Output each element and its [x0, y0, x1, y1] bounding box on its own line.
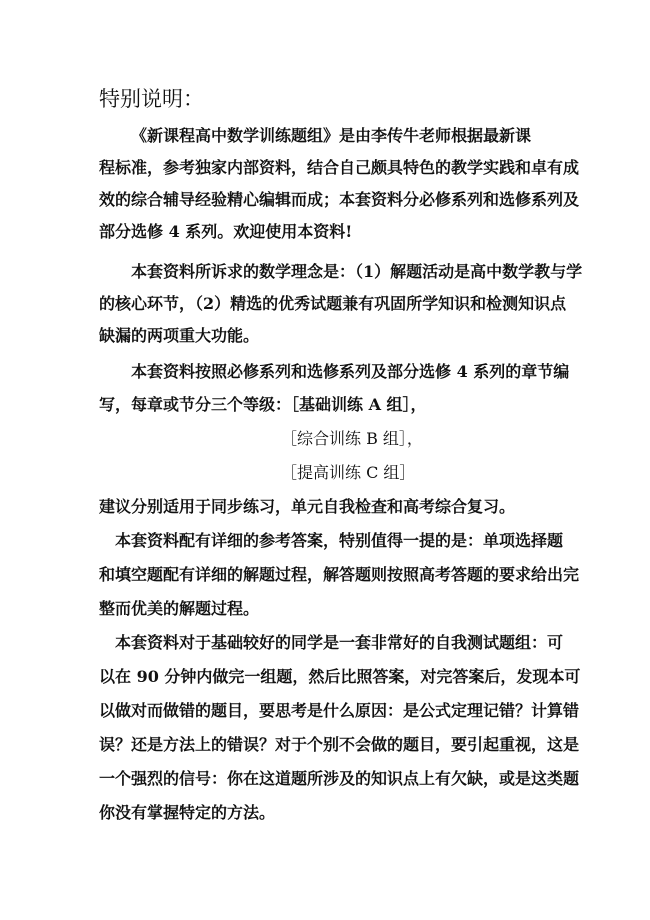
section-heading: 特别说明：	[99, 87, 204, 111]
paragraph-1-line-2: 程标准，参考独家内部资料，结合自己颇具特色的教学实践和卓有成	[99, 158, 580, 177]
paragraph-5-line-6: 你没有掌握特定的方法。	[99, 803, 276, 822]
paragraph-2-line-1: 本套资料所诉求的数学理念是：（1）解题活动是高中数学教与学	[131, 262, 583, 281]
paragraph-3-line-2: 写，每章或节分三个等级：［基础训练 A 组］，	[99, 395, 427, 414]
paragraph-3-level-b: ［综合训练 B 组］，	[281, 429, 423, 448]
paragraph-5-line-1: 本套资料对于基础较好的同学是一套非常好的自我测试题组：可	[115, 633, 564, 652]
paragraph-2-line-3: 缺漏的两项重大功能。	[99, 326, 260, 345]
paragraph-4-line-3: 整而优美的解题过程。	[99, 599, 260, 618]
paragraph-1-line-1: 《新课程高中数学训练题组》是由李传牛老师根据最新课	[131, 126, 532, 145]
paragraph-1-line-4: 部分选修 4 系列。欢迎使用本资料!	[99, 222, 353, 241]
paragraph-5-line-3: 以做对而做错的题目，要思考是什么原因：是公式定理记错？计算错	[99, 701, 580, 720]
paragraph-4-line-1: 本套资料配有详细的参考答案，特别值得一提的是：单项选择题	[115, 531, 564, 550]
paragraph-3-level-c: ［提高训练 C 组］	[281, 463, 416, 482]
paragraph-5-line-4: 误？还是方法上的错误？对于个别不会做的题目，要引起重视，这是	[99, 735, 580, 754]
paragraph-1-line-3: 效的综合辅导经验精心编辑而成；本套资料分必修系列和选修系列及	[99, 190, 580, 209]
paragraph-3-line-1: 本套资料按照必修系列和选修系列及部分选修 4 系列的章节编	[131, 362, 570, 381]
paragraph-3-line-5: 建议分别适用于同步练习，单元自我检查和高考综合复习。	[99, 497, 516, 516]
paragraph-2-line-2: 的核心环节，（2）精选的优秀试题兼有巩固所学知识和检测知识点	[99, 294, 567, 313]
paragraph-4-line-2: 和填空题配有详细的解题过程，解答题则按照高考答题的要求给出完	[99, 565, 580, 584]
paragraph-5-line-2: 以在 90 分钟内做完一组题，然后比照答案，对完答案后，发现本可	[99, 667, 581, 686]
paragraph-5-line-5: 一个强烈的信号：你在这道题所涉及的知识点上有欠缺，或是这类题	[99, 769, 580, 788]
